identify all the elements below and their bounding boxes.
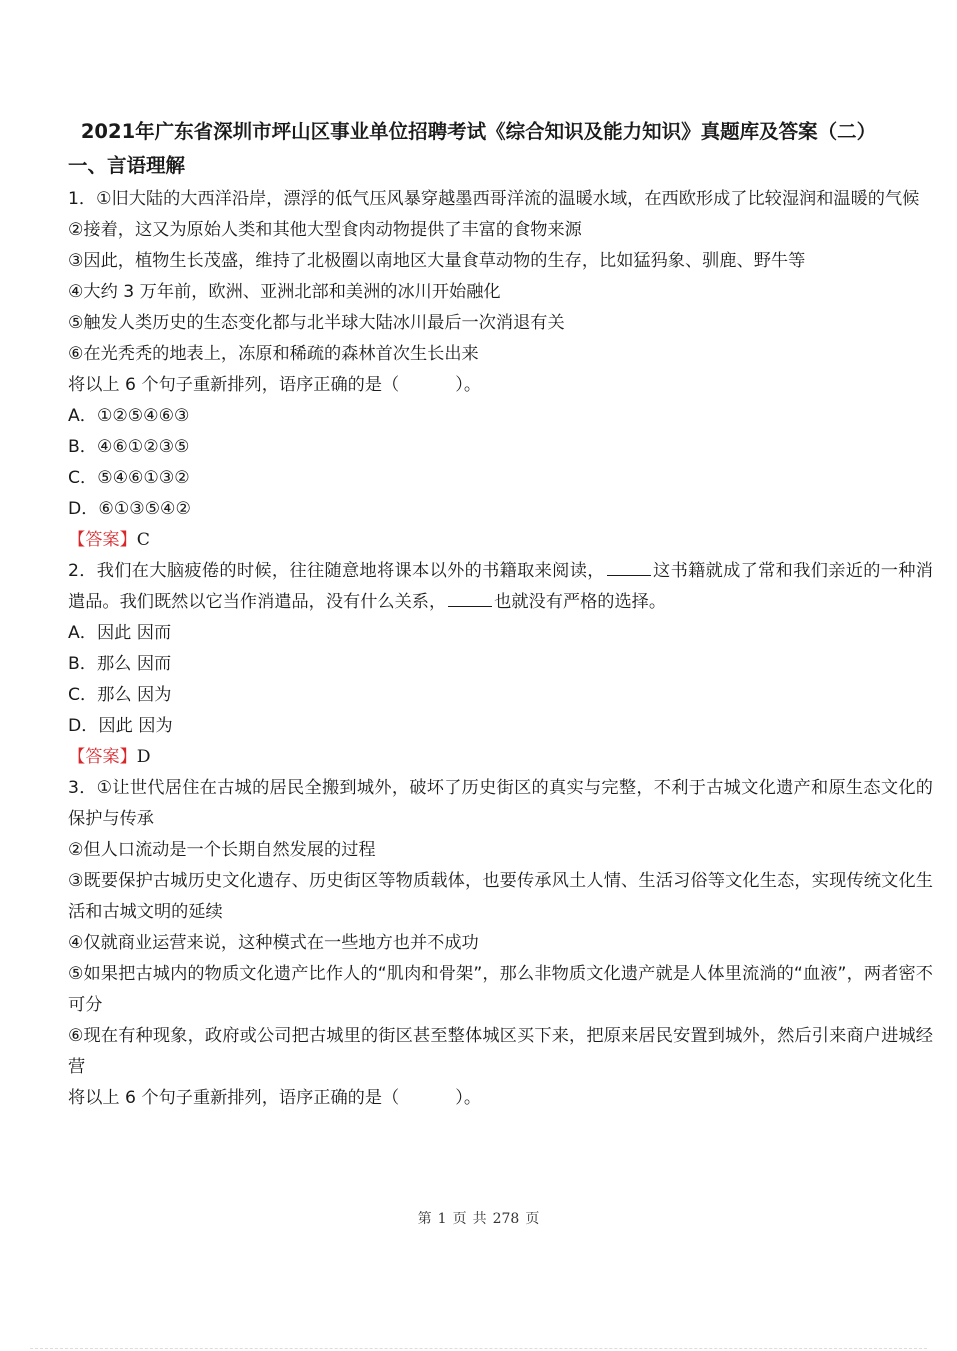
q1-option-a: A．①②⑤④⑥③ bbox=[68, 406, 190, 426]
document-title: 2021年广东省深圳市坪山区事业单位招聘考试《综合知识及能力知识》真题库及答案（二） bbox=[80, 120, 877, 143]
q3-sentence-2: ②但人口流动是一个长期自然发展的过程 bbox=[68, 840, 376, 860]
page-footer bbox=[0, 1208, 957, 1228]
section-heading: 一、言语理解 bbox=[68, 154, 186, 177]
q1-sentence-5: ⑤触发人类历史的生态变化都与北半球大陆冰川最后一次消退有关 bbox=[68, 313, 565, 333]
footer-total-pages: 278 bbox=[492, 1211, 520, 1227]
q2-answer bbox=[68, 742, 933, 773]
q1-prompt bbox=[68, 370, 933, 401]
q3-sentence-3: ③既要保护古城历史文化遗存、历史街区等物质载体，也要传承风土人情、生活习俗等文化生态，实现传统文化生活和古城文明的延续 bbox=[68, 871, 933, 922]
q3-prompt-end: ）。 bbox=[455, 1088, 482, 1108]
q1-sentence-3: ③因此，植物生长茂盛，维持了北极圈以南地区大量食草动物的生存，比如猛犸象、驯鹿、野牛等 bbox=[68, 251, 806, 271]
q3-sentence-4: ④仅就商业运营来说，这种模式在一些地方也并不成功 bbox=[68, 933, 479, 953]
answer-value: D bbox=[136, 747, 151, 767]
q3-prompt-text: 将以上 6 个句子重新排列，语序正确的是（ bbox=[68, 1088, 400, 1108]
q3-sentence-1: 3．①让世代居住在古城的居民全搬到城外，破坏了历史街区的真实与完整，不利于古城文化遗产和原生态文化的保护与传承 bbox=[68, 778, 933, 829]
q2-stem bbox=[68, 556, 933, 618]
q2-stem-part-1: 2．我们在大脑疲倦的时候，往往随意地将课本以外的书籍取来阅读， bbox=[68, 561, 605, 581]
footer-gong: 共 bbox=[472, 1211, 487, 1227]
footer-ye2: 页 bbox=[525, 1211, 540, 1227]
q1-prompt-end: ）。 bbox=[455, 375, 482, 395]
answer-value: C bbox=[136, 530, 150, 550]
footer-di: 第 bbox=[417, 1211, 432, 1227]
q2-option-d: D．因此 因为 bbox=[68, 716, 173, 736]
footer-page-number: 1 bbox=[437, 1211, 447, 1227]
q2-option-b: B．那么 因而 bbox=[68, 654, 172, 674]
q1-sentence-2: ②接着，这又为原始人类和其他大型食肉动物提供了丰富的食物来源 bbox=[68, 220, 582, 240]
q1-option-c: C．⑤④⑥①③② bbox=[68, 468, 190, 488]
fill-blank-2 bbox=[448, 605, 492, 607]
answer-tag: 【答案】 bbox=[68, 747, 137, 767]
q1-sentence-6: ⑥在光秃秃的地表上，冻原和稀疏的森林首次生长出来 bbox=[68, 344, 479, 364]
q1-stem: 1．①旧大陆的大西洋沿岸，漂浮的低气压风暴穿越墨西哥洋流的温暖水域，在西欧形成了比较湿润和温暖的气候 bbox=[68, 189, 920, 209]
q1-prompt-text: 将以上 6 个句子重新排列，语序正确的是（ bbox=[68, 375, 400, 395]
page-bottom-divider bbox=[30, 1348, 927, 1350]
q2-option-a: A．因此 因而 bbox=[68, 623, 172, 643]
q1-sentence-4: ④大约 3 万年前，欧洲、亚洲北部和美洲的冰川开始融化 bbox=[68, 282, 501, 302]
q3-sentence-5: ⑤如果把古城内的物质文化遗产比作人的“肌肉和骨架”，那么非物质文化遗产就是人体里流淌的“血液”，两者密不可分 bbox=[68, 964, 933, 1015]
q2-option-c: C．那么 因为 bbox=[68, 685, 172, 705]
footer-ye: 页 bbox=[452, 1211, 467, 1227]
answer-tag: 【答案】 bbox=[68, 530, 137, 550]
q1-option-b: B．④⑥①②③⑤ bbox=[68, 437, 190, 457]
q1-option-d: D．⑥①③⑤④② bbox=[68, 499, 191, 519]
q1-answer bbox=[68, 525, 933, 556]
question-content bbox=[68, 184, 933, 1114]
q3-sentence-6: ⑥现在有种现象，政府或公司把古城里的街区甚至整体城区买下来，把原来居民安置到城外，然后引来商户进城经营 bbox=[68, 1026, 933, 1077]
q2-stem-part-3: 也就没有严格的选择。 bbox=[494, 592, 667, 612]
q3-prompt bbox=[68, 1083, 933, 1114]
fill-blank-1 bbox=[607, 574, 651, 576]
q2-stem-part-2: 这书籍就成了常和我们亲近的一种消遣品。我们既然以它当作消遣品，没有什么关系， bbox=[68, 561, 933, 612]
